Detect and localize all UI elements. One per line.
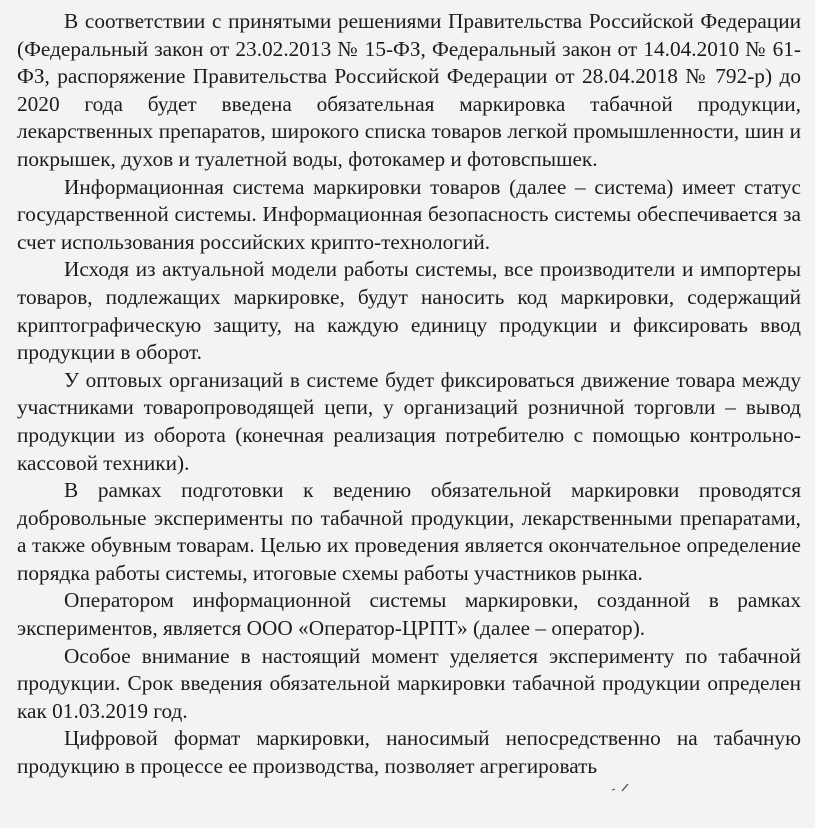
paragraph-2: Информационная система маркировки товаров (далее – система) имеет статус государственной системы. Информационная безопасность системы обеспечивается за счет использования российских крипто-технологий. <box>17 174 801 254</box>
paragraph-4: У оптовых организаций в системе будет фиксироваться движение товара между участниками товаропроводящей цепи, у организаций розничной торговли – вывод продукции из оборота (конечная реализация потребителю с помощью контрольно-кассовой техники). <box>17 367 801 475</box>
paragraph-6: Оператором информационной системы маркировки, созданной в рамках экспериментов, является ООО «Оператор-ЦРПТ» (далее – оператор). <box>17 588 801 641</box>
paragraph-7: Особое внимание в настоящий момент уделяется эксперименту по табачной продукции. Срок введения обязательной маркировки табачной продукции определен как 01.03.2019 год. <box>17 643 801 723</box>
paragraph-8: Цифровой формат маркировки, наносимый непосредственно на табачную продукцию в процессе ее производства, позволяет агрегировать <box>17 726 801 779</box>
paragraph-3: Исходя из актуальной модели работы системы, все производители и импортеры товаров, подлежащих маркировке, будут наносить код маркировки, содержащий криптографическую защиту, на каждую единицу продукции и фиксировать ввод продукции в оборот. <box>17 257 801 365</box>
document-page <box>17 0 801 781</box>
paragraph-1: В соответствии с принятыми решениями Правительства Российской Федерации (Федеральный закон от 23.02.2013 № 15-ФЗ, Федеральный закон от 14.04.2010 № 61-ФЗ, распоряжение Правительства Российской Федерации от 28.04.2018 № 792-р) до 2020 года будет введена обязательная маркировка табачной продукции, лекарственных препаратов, широкого списка товаров легкой промышленности, шин и покрышек, духов и туалетной воды, фотокамер и фотовспышек. <box>17 9 801 171</box>
scan-speck-mark <box>610 783 632 793</box>
paragraph-5: В рамках подготовки к ведению обязательной маркировки проводятся добровольные эксперименты по табачной продукции, лекарственными препаратами, а также обувным товарам. Целью их проведения является окончательное определение порядка работы системы, итоговые схемы работы участников рынка. <box>17 478 801 585</box>
